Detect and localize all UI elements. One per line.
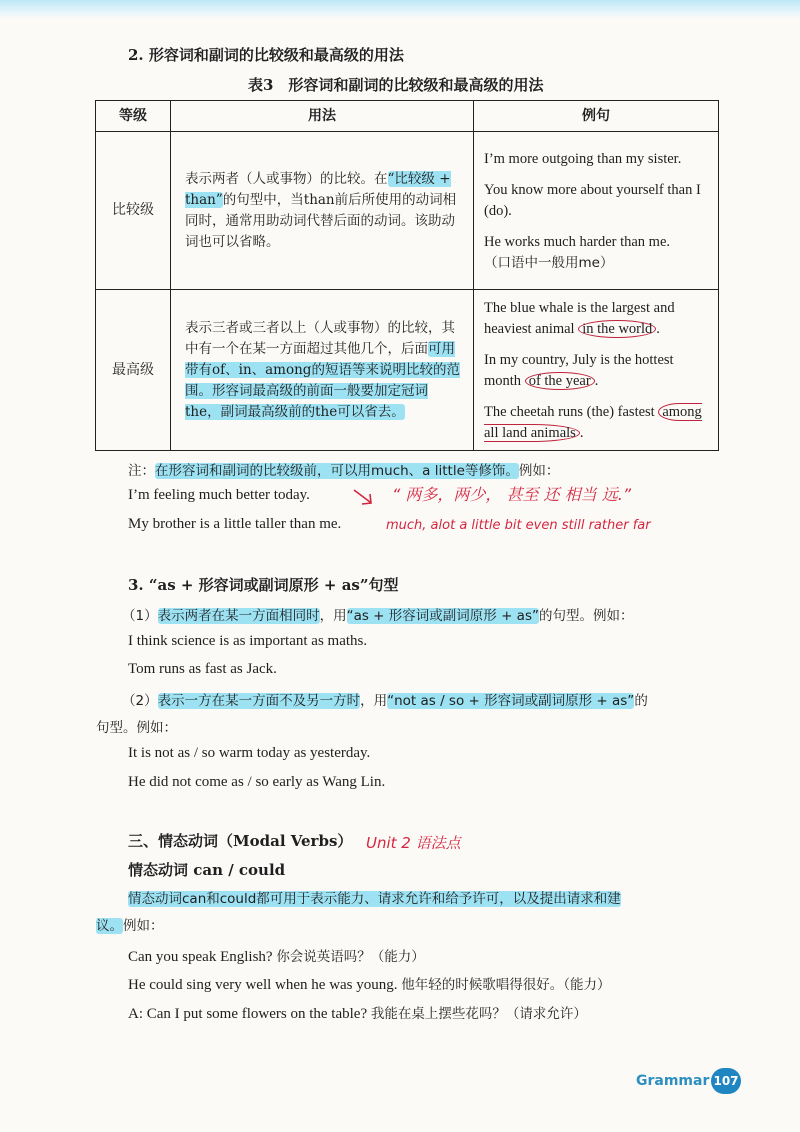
comparison-table <box>95 100 719 451</box>
point-text: ，用 <box>319 608 347 624</box>
point-text: ，用 <box>360 693 388 709</box>
heading-en: Modal Verbs <box>233 832 338 850</box>
handwritten-note-en: much, alot a little bit even still rather far <box>386 518 651 533</box>
table-header-row <box>96 101 719 132</box>
point-text: 的 <box>634 693 648 709</box>
handwritten-note-cn: “ 两多，两少， 甚至 还 相当 远.” <box>392 485 632 504</box>
example-en: A: Can I put some flowers on the table? <box>128 1006 368 1022</box>
section3-example-3: It is not as / so warm today as yesterday. <box>128 745 371 761</box>
example-sentence: The blue whale is the largest and heaviest animal in the world . <box>484 300 675 337</box>
header-level: 等级 <box>96 101 171 132</box>
example-sentence: In my country, July is the hottest month of the year . <box>484 352 674 389</box>
page-number: 107 <box>711 1068 741 1094</box>
table-title: 表3 形容词和副词的比较级和最高级的用法 <box>248 76 544 94</box>
usage-text: 表示两者（人或事物）的比较。在 <box>185 170 388 187</box>
note-example-2: My brother is a little taller than me. <box>128 516 342 532</box>
modal-intro <box>128 887 621 908</box>
example-en: Can you speak English? <box>128 949 273 965</box>
usage-text: 表示三者或三者以上（人或事物）的比较，其中有一个在某一方面超过其他几个，后面 <box>185 319 455 357</box>
modal-verbs-heading <box>128 830 352 851</box>
heading-close: ） <box>337 832 353 850</box>
superlative-usage <box>171 290 474 451</box>
section-2-heading: 2. 形容词和副词的比较级和最高级的用法 <box>128 46 404 64</box>
superlative-examples <box>474 290 719 451</box>
comparative-examples <box>474 132 719 290</box>
heading-cn: 三、情态动词（ <box>128 832 234 850</box>
note-tail: 例如： <box>518 463 560 479</box>
circled-phrase: among all land animals <box>484 404 702 441</box>
section-3-heading: 3. “as + 形容词或副词原形 + as”句型 <box>128 576 399 594</box>
point-text: 的句型。例如： <box>538 608 634 624</box>
intro-highlight: 情态动词can和could都可用于表示能力、请求允许和给予许可，以及提出请求和建 <box>128 891 621 907</box>
example-cn: 他年轻的时候歌唱得很好。（能力） <box>401 977 611 993</box>
example-en: He could sing very well when he was young. <box>128 977 398 993</box>
example-text: He works much harder than me. <box>484 234 671 250</box>
note-line <box>128 459 559 480</box>
intro-tail: 例如： <box>123 918 164 934</box>
footer-label: Grammar <box>636 1073 710 1089</box>
intro-highlight: 议。 <box>96 918 123 934</box>
comparative-level: 比较级 <box>96 132 171 290</box>
example-sentence: The cheetah runs (the) fastest among all land animals . <box>484 404 702 441</box>
usage-highlight: “比较级 + than” <box>185 170 451 208</box>
modal-subheading: 情态动词 can / could <box>128 861 286 879</box>
point-text: 句型。例如： <box>96 720 177 736</box>
example-note: （口语中一般用me） <box>484 255 614 271</box>
circled-phrase: in the world <box>578 320 656 338</box>
section3-point-2-cont <box>96 716 177 737</box>
example-text: The cheetah runs (the) fastest <box>484 404 659 420</box>
point-number: （2） <box>122 693 158 709</box>
modal-example-3 <box>128 1002 587 1023</box>
section3-point-2 <box>122 689 648 710</box>
point-number: （1） <box>122 608 158 624</box>
section3-example-2: Tom runs as fast as Jack. <box>128 661 277 677</box>
header-example: 例句 <box>474 101 719 132</box>
handwritten-arrow-icon <box>352 488 378 508</box>
modal-intro-cont <box>96 914 164 935</box>
top-color-band <box>0 0 800 18</box>
section3-point-1 <box>122 604 633 625</box>
example-sentence: I’m more outgoing than my sister. <box>484 151 682 167</box>
header-usage: 用法 <box>171 101 474 132</box>
section3-example-4: He did not come as / so early as Wang Lin. <box>128 774 386 790</box>
example-sentence <box>484 232 710 274</box>
example-text: In my country, July is the hottest month <box>484 352 674 389</box>
handwritten-unit-note: Unit 2 语法点 <box>366 834 461 852</box>
circled-phrase: of the year <box>525 372 595 390</box>
comparative-usage <box>171 132 474 290</box>
point-highlight: “as + 形容词或副词原形 + as” <box>346 608 539 624</box>
example-cn: 我能在桌上摆些花吗？（请求允许） <box>370 1006 587 1022</box>
example-sentence: You know more about yourself than I (do). <box>484 182 701 219</box>
point-highlight: 表示一方在某一方面不及另一方时 <box>157 693 361 709</box>
superlative-level: 最高级 <box>96 290 171 451</box>
usage-text: 的句型中，当than前后所使用的动词相同时，通常用助动词代替后面的动词。该助动词也可以省略。 <box>185 191 457 250</box>
example-text: The blue whale is the largest and heaviest animal <box>484 300 675 337</box>
point-highlight: 表示两者在某一方面相同时 <box>157 608 320 624</box>
section3-example-1: I think science is as important as maths. <box>128 633 368 649</box>
note-label: 注： <box>128 463 155 479</box>
modal-example-1 <box>128 945 425 966</box>
usage-highlight: 可用带有of、in、among的短语等来说明比较的范围。形容词最高级的前面一般要加定冠词the，副词最高级前的the可以省去。 <box>185 340 460 420</box>
example-cn: 你会说英语吗？（能力） <box>276 949 425 965</box>
superlative-row <box>96 290 719 451</box>
note-example-1: I’m feeling much better today. <box>128 487 310 503</box>
modal-example-2 <box>128 973 611 994</box>
point-highlight: “not as / so + 形容词或副词原形 + as” <box>387 693 635 709</box>
comparative-row <box>96 132 719 290</box>
note-highlight: 在形容词和副词的比较级前，可以用much、a little等修饰。 <box>155 463 519 479</box>
